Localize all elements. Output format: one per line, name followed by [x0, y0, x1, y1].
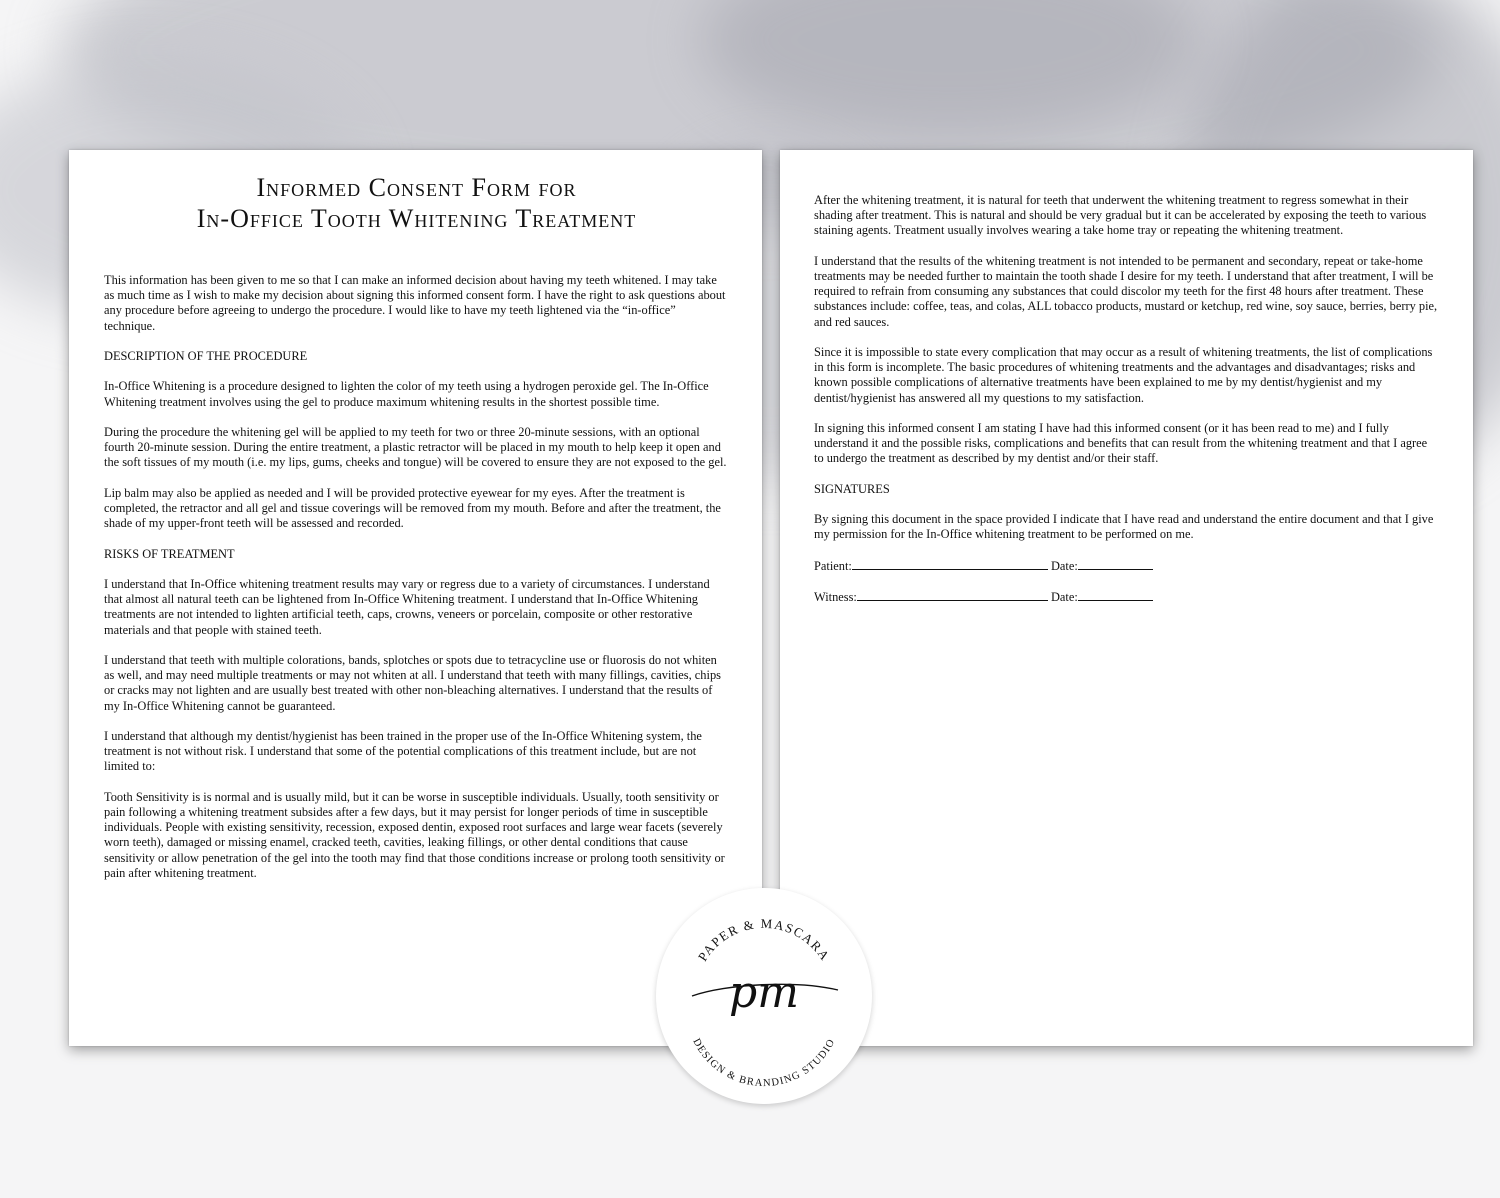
patient-label: Patient:: [814, 558, 852, 573]
seal-monogram: pm: [729, 967, 799, 1018]
sensitivity-paragraph: Tooth Sensitivity is is normal and is usually mild, but it can be worse in susceptible individuals. Usually, tooth sensitivity or pain following a whitening treatment subsides after a few days, but it may persist for longer periods of time in susceptible individuals. People with existing sensitivity, recession, exposed dentin, exposed root surfaces and large wear facets (severely worn teeth), damaged or missing enamel, cracked teeth, cavities, leaking fillings, or other dental conditions that cause sensitivity or allow penetration of the gel into the tooth may find that those conditions increase or prolong tooth sensitivity or pain after whitening treatment.: [104, 789, 725, 880]
form-page-2: [780, 150, 1473, 1046]
description-paragraph: In-Office Whitening is a procedure designed to lighten the color of my teeth using a hydrogen peroxide gel. The In-Office Whitening treatment involves using the gel to produce maximum whitening results in the shortest possible time.: [104, 379, 709, 409]
patient-signature-field[interactable]: [852, 558, 1048, 570]
form-title-line-1: Informed Consent Form for: [256, 173, 577, 202]
patient-signature-row: [814, 558, 1439, 574]
seal-brand-bottom: DESIGN & BRANDING STUDIO: [690, 1036, 838, 1090]
risks-paragraph-3: I understand that although my dentist/hygienist has been trained in the proper use of the In-Office Whitening system, the treatment is not without risk. I understand that some of the potential complications of this treatment include, but are not limited to:: [104, 728, 702, 774]
witness-label: Witness:: [814, 590, 857, 605]
form-title: [104, 172, 729, 234]
patient-date-label: Date:: [1050, 558, 1078, 573]
risks-paragraph-1: I understand that In-Office whitening treatment results may vary or regress due to a variety of circumstances. I understand that almost all natural teeth can be lightened from In-Office Whitening treatment. I understand that In-Office Whitening treatments are not intended to lighten artificial teeth, caps, crowns, veneers or porcelain, composite or other restorative materials and that people with stained teeth.: [104, 576, 710, 637]
complications-paragraph: Since it is impossible to state every complication that may occur as a result of whitening treatments, the list of complications in this form is incomplete. The basic procedures of whitening treatments and the advantages and disadvantages; risks and known possible complications of alternative treatments have been explained to me by my dentist/hygienist and my dentist/hygienist has answered all my questions to my satisfaction.: [814, 345, 1433, 405]
after-treatment-paragraph: After the whitening treatment, it is natural for teeth that underwent the whitening treatment to regress somewhat in their shading after treatment. This is natural and should be very gradual but it can be accelerated by exposing the teeth to various staining agents. Treatment usually involves wearing a take home tray or repeating the whitening treatment.: [814, 193, 1427, 238]
seal-brand-top: PAPER & MASCARA: [694, 915, 834, 964]
consent-paragraph: In signing this informed consent I am stating I have had this informed consent (or it has been read to me) and I fully understand it and the possible risks, complications and benefits that can result from the whitening treatment and that I agree to undergo the treatment as described by my dentist and/or their staff.: [814, 421, 1428, 466]
witness-date-label: Date:: [1050, 590, 1078, 605]
risks-paragraph-2: I understand that teeth with multiple colorations, bands, splotches or spots due to tetracycline use or fluorosis do not whiten as well, and may need multiple treatments or may not whiten at all. I understand that teeth with many fillings, cavities, chips or cracks may not lighten and are usually best treated with other non-bleaching alternatives. I understand that the results of my In-Office Whitening cannot be guaranteed.: [104, 652, 721, 713]
procedure-paragraph: During the procedure the whitening gel will be applied to my teeth for two or three 20-minute sessions, with an optional fourth 20-minute session. During the entire treatment, a plastic retractor will be placed in my mouth to help keep it open and the soft tissues of my mouth (i.e. my lips, gums, cheeks and tongue) will be covered to ensure they are not exposed to the gel.: [104, 424, 727, 470]
signing-paragraph: By signing this document in the space provided I indicate that I have read and understand the entire document and that I give my permission for the In-Office whitening treatment to be performed on me.: [814, 512, 1434, 542]
section-heading-signatures: SIGNATURES: [814, 481, 890, 496]
form-title-line-2: In-Office Tooth Whitening Treatment: [196, 204, 637, 233]
intro-paragraph: This information has been given to me so that I can make an informed decision about having my teeth whitened. I may take as much time as I wish to make my decision about signing this informed consent form. I have the right to ask questions about any procedure before agreeing to undergo the procedure. I would like to have my teeth lightened via the “in-office” technique.: [104, 273, 726, 333]
patient-date-field[interactable]: [1078, 558, 1153, 570]
results-paragraph: I understand that the results of the whitening treatment is not intended to be permanent and secondary, repeat or take-home treatments may be needed further to maintain the tooth shade I desire for my teeth. I understand that after treatment, I will be required to refrain from consuming any substances that could discolor my teeth for the first 48 hours after treatment. These substances include: coffee, teas, and colas, ALL tobacco products, mustard or ketchup, red wine, soy sauce, berries, berry pie, and red sauces.: [814, 253, 1438, 329]
witness-signature-row: [814, 589, 1439, 605]
section-heading-description: DESCRIPTION OF THE PROCEDURE: [104, 349, 308, 363]
brand-seal: [656, 888, 872, 1104]
section-heading-risks: RISKS OF TREATMENT: [104, 546, 235, 561]
lip-balm-paragraph: Lip balm may also be applied as needed and I will be provided protective eyewear for my eyes. After the treatment is completed, the retractor and all gel and tissue coverings will be removed from my mouth. Before and after the treatment, the shade of my upper-front teeth will be assessed and recorded.: [104, 485, 721, 531]
seal-graphic: [656, 888, 872, 1104]
witness-signature-field[interactable]: [857, 589, 1048, 601]
witness-date-field[interactable]: [1078, 589, 1153, 601]
